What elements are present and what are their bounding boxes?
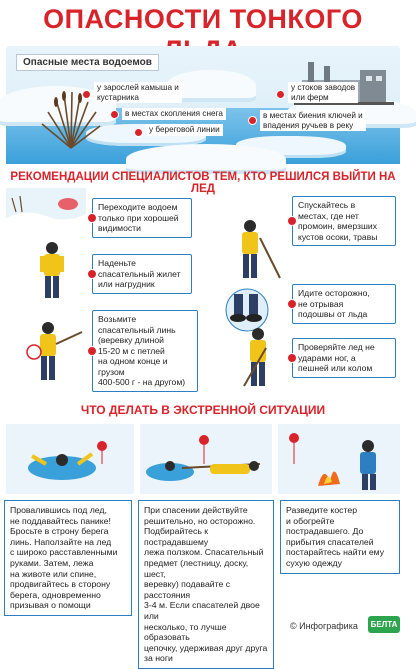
person-vest-figure (32, 240, 72, 302)
spot-factory: у стоков заводов или ферм (288, 82, 358, 103)
spot-snow: в местах скопления снега (122, 108, 226, 120)
person-rope-figure (24, 318, 84, 388)
rec-visibility-text: Переходите водоем только при хорошей видимости (98, 202, 179, 233)
rec-marker (87, 213, 97, 223)
rec-vest (92, 254, 192, 294)
rec-marker (87, 346, 97, 356)
emergency-step-1: Провалившись под лед, не поддавайтесь панике! Бросьте в строну берега линь. Наползайте на лед с широко расставленными руками. Затем, лежа на животе или спине, продвигайтесь в сторону берега, одновременно призывая о помощи (4, 500, 132, 616)
poster-title: ОПАСНОСТИ ТОНКОГО (43, 4, 363, 34)
snowbank-bottom (126, 144, 286, 174)
emergency-step-2: При спасении действуйте решительно, но осторожно. Подбирайтесь к пострадавшему лежа ползком. Спасательный предмет (лестницу, доску, шест, веревку) подавайте с расстояния 3-4 м. Если спасателей двое или несколько, то лучше образовать цепочку, удерживая друг друга за ноги (138, 500, 274, 669)
rec-marker (287, 353, 297, 363)
rec-walk (292, 284, 396, 324)
spot-marker (276, 90, 285, 99)
rec-rope-text: Возьмите спасательный линь (веревку длиной 15-20 м с петлей на одном конце и грузом 400-500 г - на другом) (98, 314, 186, 387)
spot-springs: в местах биения ключей и впадения ручьев в реку (260, 110, 366, 131)
emergency-title: ЧТО ДЕЛАТЬ В ЭКСТРЕННОЙ СИТУАЦИИ (80, 403, 326, 417)
rec-marker (287, 299, 297, 309)
emergency-scene-fire (278, 424, 400, 494)
rec-vest-text: Наденьте спасательный жилет или нагрудник (98, 258, 181, 289)
dangerous-places-panorama (6, 46, 400, 164)
spot-shore: у береговой линии (146, 124, 223, 136)
recommendations-title: РЕКОМЕНДАЦИИ СПЕЦИАЛИСТОВ ТЕМ, КТО РЕШИЛСЯ ВЫЙТИ НА ЛЕД (10, 171, 396, 195)
belta-logo: БЕЛТА (368, 616, 400, 633)
dangerous-places-label: Опасные места водоемов (16, 54, 159, 71)
spot-reeds: у зарослей камыша и кустарника (94, 82, 182, 103)
emergency-scene-fallen (6, 424, 134, 494)
spot-marker (134, 128, 143, 137)
spot-marker (110, 110, 119, 119)
spot-marker (82, 90, 91, 99)
rec-marker (87, 269, 97, 279)
person-pike-figure (238, 326, 294, 392)
emergency-scene-rescue (140, 424, 272, 494)
credit-text: © Инфографика (290, 621, 358, 631)
rec-test-ice (292, 338, 396, 378)
rec-descend-text: Спускайтесь в местах, где нет промоин, вмерзших кустов осоки, травы (298, 200, 378, 242)
emergency-step-3: Разведите костер и обогрейте пострадавшего. До прибытия спасателей постарайтесь найти ему сухую одежду (280, 500, 400, 574)
ice-hole-scene (6, 188, 86, 234)
rec-rope (92, 310, 198, 392)
rec-walk-text: Идите осторожно, не отрывая подошвы от льда (298, 288, 370, 319)
rec-marker (287, 216, 297, 226)
person-descending-figure (226, 218, 284, 284)
rec-visibility (92, 198, 192, 238)
spot-marker (248, 116, 257, 125)
rec-descend (292, 196, 396, 246)
rec-test-ice-text: Проверяйте лед не ударами ног, а пешней или колом (298, 342, 375, 373)
